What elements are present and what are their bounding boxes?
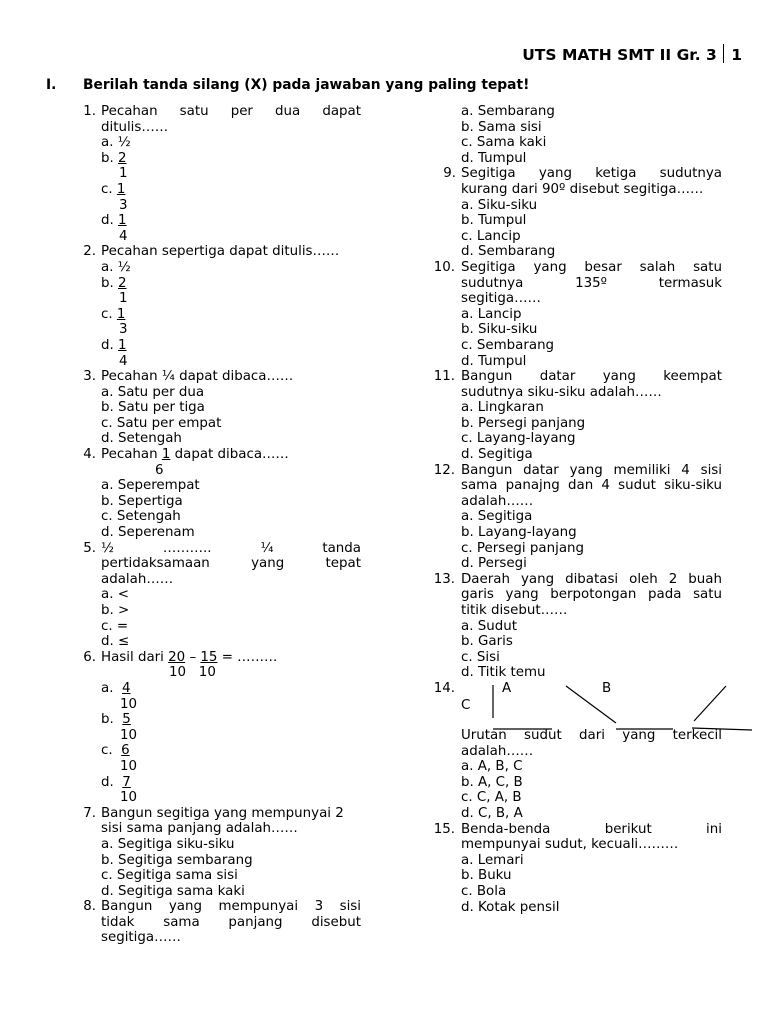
option-c: c. Bola: [461, 883, 507, 899]
question-stem: adalah……: [101, 571, 174, 587]
option-d: d. Sembarang: [461, 244, 556, 260]
question-stem: pertidaksamaan yang tepat: [101, 556, 361, 572]
option-c: c. C, A, B: [461, 790, 522, 806]
question-number: 5.: [83, 540, 96, 556]
question-stem: Daerah yang dibatasi oleh 2 buah: [461, 571, 722, 587]
question-stem: sudutnya siku-siku adalah……: [461, 384, 662, 400]
question-stem: garis yang berpotongan pada satu: [461, 587, 722, 603]
option-d: d. C, B, A: [461, 805, 523, 821]
question-stem: sisi sama panjang adalah……: [101, 821, 298, 837]
angle-label-c: C: [461, 697, 471, 713]
option-b: b. Sama sisi: [461, 119, 542, 135]
question-number: 13.: [433, 571, 455, 587]
fraction-numerator: 5: [122, 712, 131, 728]
question-stem: mempunyai sudut, kecuali………: [461, 837, 679, 853]
fraction-denominator: 3: [119, 322, 128, 338]
question-stem: Pecahan ¼ dapat dibaca……: [101, 369, 294, 385]
option-d: d. ≤: [101, 634, 130, 650]
right-column: [430, 104, 722, 915]
option-b: b. Buku: [461, 868, 512, 884]
question-3: [70, 369, 361, 447]
option-a: a. Sembarang: [461, 104, 555, 119]
option-d: d. Kotak pensil: [461, 899, 560, 915]
question-8-options: [430, 104, 722, 166]
option-a: a. Siku-siku: [461, 197, 538, 213]
option-d: d. Titik temu: [461, 665, 546, 681]
question-stem: Pecahan sepertiga dapat ditulis……: [101, 244, 340, 260]
question-stem: Bangun yang mempunyai 3 sisi: [101, 899, 361, 915]
option-b: b. Persegi panjang: [461, 415, 586, 431]
option-d: d. Tumpul: [461, 150, 527, 166]
option-a: a. Lingkaran: [461, 400, 544, 416]
question-2: [70, 244, 361, 369]
question-number: 6.: [83, 649, 96, 665]
angle-label-a: A: [502, 680, 512, 696]
option-d: d. Tumpul: [461, 353, 527, 369]
question-6: [70, 650, 361, 806]
question-stem: tidak sama panjang disebut: [101, 914, 361, 930]
question-12: [430, 463, 722, 572]
option-c: c. 1: [101, 181, 126, 197]
question-stem: sama panajng dan 4 sudut siku-siku: [461, 478, 722, 494]
question-stem: Pecahan 1 dapat dibaca……: [101, 447, 289, 463]
angle-c-slanted-ray: [694, 686, 726, 721]
option-c: c. Segitiga sama sisi: [101, 868, 238, 884]
option-d: d. 7: [101, 774, 131, 790]
question-stem: segitiga……: [461, 291, 541, 307]
option-a: a. <: [101, 587, 129, 603]
option-d: d. Segitiga sama kaki: [101, 883, 245, 899]
option-a: a. Seperempat: [101, 478, 200, 494]
question-number: 11.: [433, 369, 455, 385]
question-14-body: [430, 728, 722, 822]
question-stem: ½ ……….. ¼ tanda: [101, 540, 361, 556]
question-11: [430, 369, 722, 463]
option-d: d. 1: [101, 213, 127, 229]
option-d: d. Seperenam: [101, 525, 195, 541]
angle-diagram: [430, 681, 722, 728]
fraction-denominator: 10: [120, 727, 138, 743]
question-13: [430, 572, 722, 681]
option-b: b. Tumpul: [461, 213, 527, 229]
question-10: [430, 260, 722, 369]
option-c: c. Sisi: [461, 649, 500, 665]
instruction-text: Berilah tanda silang (X) pada jawaban yang paling tepat!: [83, 77, 530, 93]
question-stem: Segitiga yang besar salah satu: [461, 259, 722, 275]
question-1: [70, 104, 361, 244]
question-stem: Benda-benda berikut ini: [461, 821, 722, 837]
fraction-numerator: 2: [118, 275, 127, 291]
fraction-denominator: 10: [120, 758, 138, 774]
option-b: b. Sepertiga: [101, 493, 183, 509]
section-numeral: I.: [46, 77, 57, 93]
question-stem: ditulis……: [101, 119, 169, 135]
question-number: 2.: [83, 244, 96, 260]
option-b: b. 5: [101, 712, 131, 728]
angle-label-b: B: [602, 680, 612, 696]
option-c: c. Lancip: [461, 228, 521, 244]
option-a: a. 4: [101, 680, 131, 696]
question-5: [70, 541, 361, 650]
option-b: b. Siku-siku: [461, 322, 538, 338]
option-c: c. Layang-layang: [461, 431, 576, 447]
question-15: [430, 822, 722, 916]
option-c: c. Satu per empat: [101, 415, 222, 431]
option-a: a. Lemari: [461, 852, 524, 868]
question-stem: kurang dari 90º disebut segitiga……: [461, 181, 704, 197]
question-stem: sudutnya 135º termasuk: [461, 275, 722, 291]
option-c: c. Setengah: [101, 509, 181, 525]
option-d: d. Setengah: [101, 431, 182, 447]
option-b: b. >: [101, 603, 130, 618]
option-a: a. Segitiga: [461, 509, 533, 525]
option-d: d. Persegi: [461, 556, 527, 572]
fraction-denominators: 10 10: [169, 665, 216, 681]
option-c: c. 6: [101, 743, 130, 759]
question-number: 3.: [83, 369, 96, 385]
option-b: b. 2: [101, 275, 127, 291]
option-c: c. =: [101, 618, 129, 634]
question-number: 15.: [433, 821, 455, 837]
option-a: a. ½: [101, 135, 131, 151]
question-stem: Bangun datar yang memiliki 4 sisi: [461, 462, 722, 478]
fraction-denominator: 1: [119, 166, 128, 182]
question-stem: segitiga……: [101, 930, 181, 946]
fraction-denominator: 10: [120, 790, 138, 806]
question-stem: adalah……: [461, 743, 534, 759]
page-number: 1: [731, 46, 742, 64]
option-a: a. ½: [101, 259, 131, 275]
fraction-numerator: 4: [121, 680, 131, 696]
option-b: b. Layang-layang: [461, 525, 577, 541]
question-stem: Urutan sudut dari yang terkecil: [461, 727, 722, 743]
option-a: a. Satu per dua: [101, 384, 205, 400]
exam-title: UTS MATH SMT II Gr. 3: [522, 46, 717, 64]
question-4: [70, 447, 361, 541]
fraction-numerator: 1: [161, 447, 171, 463]
header-divider: [723, 44, 724, 63]
question-number: 8.: [83, 899, 96, 915]
option-b: b. Garis: [461, 634, 513, 650]
page-header: [522, 44, 742, 64]
fraction-denominator: 4: [119, 353, 128, 369]
fraction-numerator: 1: [116, 181, 126, 197]
question-number: 7.: [83, 805, 96, 821]
option-a: a. Sudut: [461, 618, 517, 634]
option-c: c. Persegi panjang: [461, 540, 585, 556]
option-b: b. Segitiga sembarang: [101, 852, 253, 868]
question-number: 1.: [83, 104, 96, 119]
fraction-denominator: 4: [119, 228, 128, 244]
left-column: [70, 104, 361, 946]
fraction-denominator: 1: [119, 291, 128, 307]
question-8: [70, 899, 361, 946]
question-stem: titik disebut……: [461, 603, 568, 618]
question-7: [70, 806, 361, 900]
section-instruction: [46, 77, 529, 93]
question-stem: Bangun segitiga yang mempunyai 2: [101, 805, 344, 821]
question-number: 12.: [433, 462, 455, 478]
question-stem: adalah……: [461, 493, 534, 509]
fraction-numerator: 2: [118, 150, 127, 166]
question-number: 4.: [83, 447, 96, 463]
option-b: b. Satu per tiga: [101, 400, 205, 416]
question-9: [430, 166, 722, 260]
fraction-numerator: 7: [122, 774, 131, 790]
option-a: a. Segitiga siku-siku: [101, 836, 235, 852]
option-a: a. Lancip: [461, 306, 522, 322]
question-stem: Bangun datar yang keempat: [461, 369, 722, 385]
question-stem: Segitiga yang ketiga sudutnya: [461, 166, 722, 182]
fraction-denominator: 6: [155, 462, 164, 478]
fraction-numerator: 6: [121, 743, 130, 759]
fraction-numerator: 20: [168, 649, 186, 665]
question-stem: Pecahan satu per dua dapat: [101, 104, 361, 119]
fraction-numerator: 1: [118, 337, 127, 353]
fraction-numerator: 15: [200, 649, 218, 665]
question-number: 10.: [433, 259, 455, 275]
fraction-numerator: 1: [118, 213, 127, 229]
option-c: c. 1: [101, 306, 126, 322]
option-b: b. 2: [101, 150, 127, 166]
fraction-numerator: 1: [116, 306, 126, 322]
question-stem: Hasil dari 20 – 15 = ………: [101, 649, 278, 665]
question-number: 9.: [443, 166, 456, 182]
fraction-denominator: 10: [120, 696, 138, 712]
question-number: 14.: [433, 680, 455, 696]
option-c: c. Sama kaki: [461, 135, 547, 151]
option-d: d. Segitiga: [461, 447, 533, 463]
option-a: a. A, B, C: [461, 759, 523, 775]
angle-figure: [461, 681, 722, 728]
option-d: d. 1: [101, 337, 127, 353]
option-c: c. Sembarang: [461, 337, 555, 353]
option-b: b. A, C, B: [461, 774, 523, 790]
fraction-denominator: 3: [119, 197, 128, 213]
